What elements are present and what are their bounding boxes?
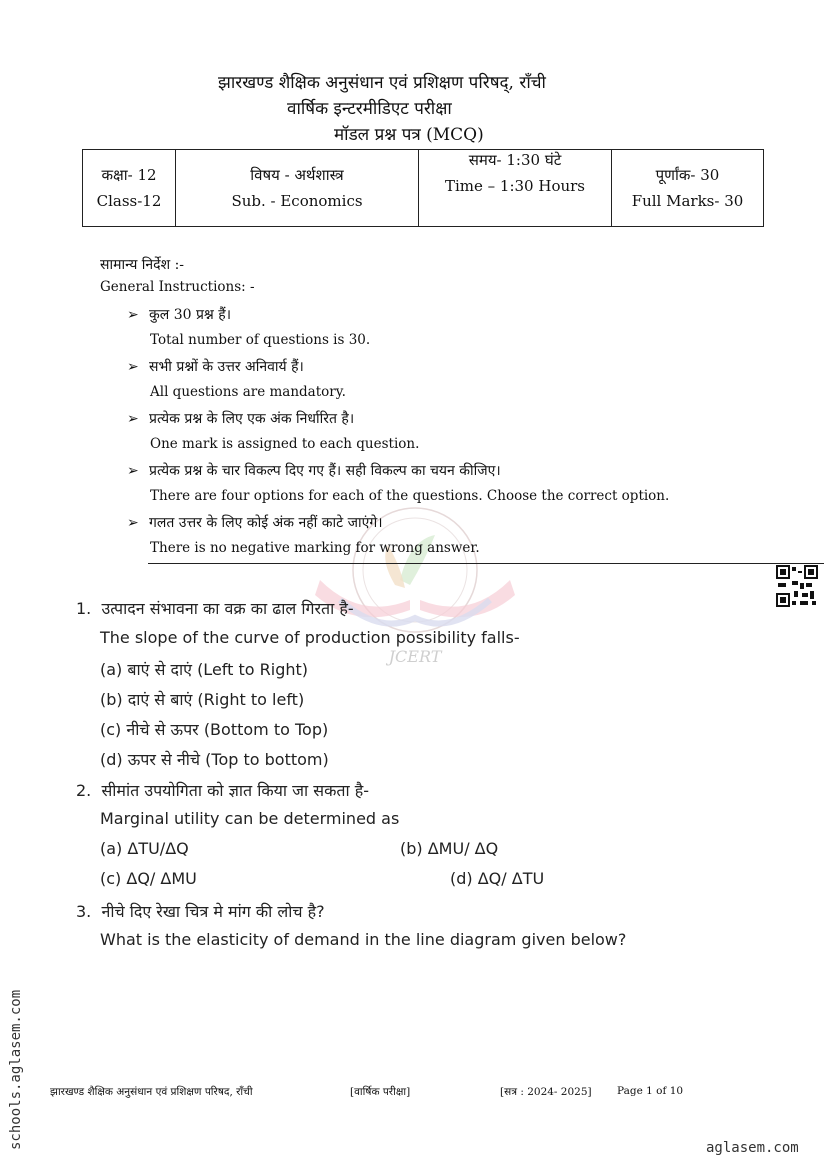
side-watermark: schools.aglasem.com: [8, 989, 24, 1150]
qr-code-icon[interactable]: [776, 565, 818, 607]
instruction-item-1: ➢ कुल 30 प्रश्न हैं।: [127, 307, 232, 323]
footer-page-number: Page 1 of 10: [617, 1085, 684, 1097]
footer-org: झारखण्ड शैक्षिक अनुसंधान एवं प्रशिक्षण परिषद, राँची: [50, 1086, 253, 1098]
instructions-heading-en: General Instructions: -: [100, 279, 255, 295]
marks-en: Full Marks- 30: [631, 192, 744, 210]
instructions-heading-hi: सामान्य निर्देश :-: [100, 257, 185, 273]
q1-option-c: (c) नीचे से ऊपर (Bottom to Top): [100, 720, 329, 739]
q2-option-d: (d) ΔQ/ ΔTU: [450, 869, 545, 888]
arrow-bullet-icon: ➢: [127, 411, 139, 427]
instruction-item-4-en: There are four options for each of the questions. Choose the correct option.: [150, 488, 670, 504]
instruction-item-5: ➢ गलत उत्तर के लिए कोई अंक नहीं काटे जाएंगे।: [127, 515, 383, 531]
header-exam: वार्षिक इन्टरमीडिएट परीक्षा: [287, 99, 452, 119]
instruction-item-2: ➢ सभी प्रश्नों के उत्तर अनिवार्य हैं।: [127, 359, 304, 375]
instruction-item-3: ➢ प्रत्येक प्रश्न के लिए एक अंक निर्धारित है।: [127, 411, 355, 427]
arrow-bullet-icon: ➢: [127, 515, 139, 531]
question-1-en: The slope of the curve of production possibility falls-: [100, 628, 520, 647]
question-3-en: What is the elasticity of demand in the line diagram given below?: [100, 930, 627, 949]
instruction-item-1-en: Total number of questions is 30.: [150, 332, 371, 348]
class-hi: कक्षा- 12: [101, 166, 157, 184]
instruction-item-3-en: One mark is assigned to each question.: [150, 436, 420, 452]
header-paper-type: मॉडल प्रश्न पत्र (MCQ): [334, 125, 484, 145]
arrow-bullet-icon: ➢: [127, 307, 139, 323]
q2-option-b: (b) ΔMU/ ΔQ: [400, 839, 499, 858]
info-table: [82, 149, 764, 227]
q1-option-b: (b) दाएं से बाएं (Right to left): [100, 690, 305, 709]
q1-option-d: (d) ऊपर से नीचे (Top to bottom): [100, 750, 329, 769]
instruction-item-2-en: All questions are mandatory.: [150, 384, 346, 400]
time-hi: समय- 1:30 घंटे: [468, 151, 562, 169]
subject-hi: विषय - अर्थशास्त्र: [250, 166, 344, 184]
brand-watermark: aglasem.com: [706, 1140, 799, 1156]
section-divider: [148, 563, 824, 564]
marks-cell: [612, 150, 764, 227]
marks-hi: पूर्णांक- 30: [655, 166, 720, 184]
question-2: 2. सीमांत उपयोगिता को ज्ञात किया जा सकता है-: [76, 781, 369, 800]
arrow-bullet-icon: ➢: [127, 359, 139, 375]
footer-session: [सत्र : 2024- 2025]: [500, 1086, 592, 1098]
instruction-item-4: ➢ प्रत्येक प्रश्न के चार विकल्प दिए गए हैं। सही विकल्प का चयन कीजिए।: [127, 463, 501, 479]
footer-exam: [वार्षिक परीक्षा]: [350, 1086, 411, 1098]
q2-option-a: (a) ΔTU/ΔQ: [100, 839, 189, 858]
instruction-item-5-en: There is no negative marking for wrong answer.: [150, 540, 480, 556]
arrow-bullet-icon: ➢: [127, 463, 139, 479]
question-2-en: Marginal utility can be determined as: [100, 809, 400, 828]
watermark-text: JCERT: [388, 647, 442, 666]
q1-option-a: (a) बाएं से दाएं (Left to Right): [100, 660, 309, 679]
q2-option-c: (c) ΔQ/ ΔMU: [100, 869, 197, 888]
time-en: Time – 1:30 Hours: [444, 177, 586, 195]
class-cell: [83, 150, 176, 227]
question-1: 1. उत्पादन संभावना का वक्र का ढाल गिरता है-: [76, 599, 354, 618]
time-cell: [419, 150, 612, 227]
question-3: 3. नीचे दिए रेखा चित्र मे मांग की लोच है?: [76, 902, 325, 921]
header-org: झारखण्ड शैक्षिक अनुसंधान एवं प्रशिक्षण परिषद्, राँची: [218, 73, 546, 93]
subject-en: Sub. - Economics: [231, 192, 363, 210]
subject-cell: [176, 150, 419, 227]
class-en: Class-12: [96, 192, 162, 210]
